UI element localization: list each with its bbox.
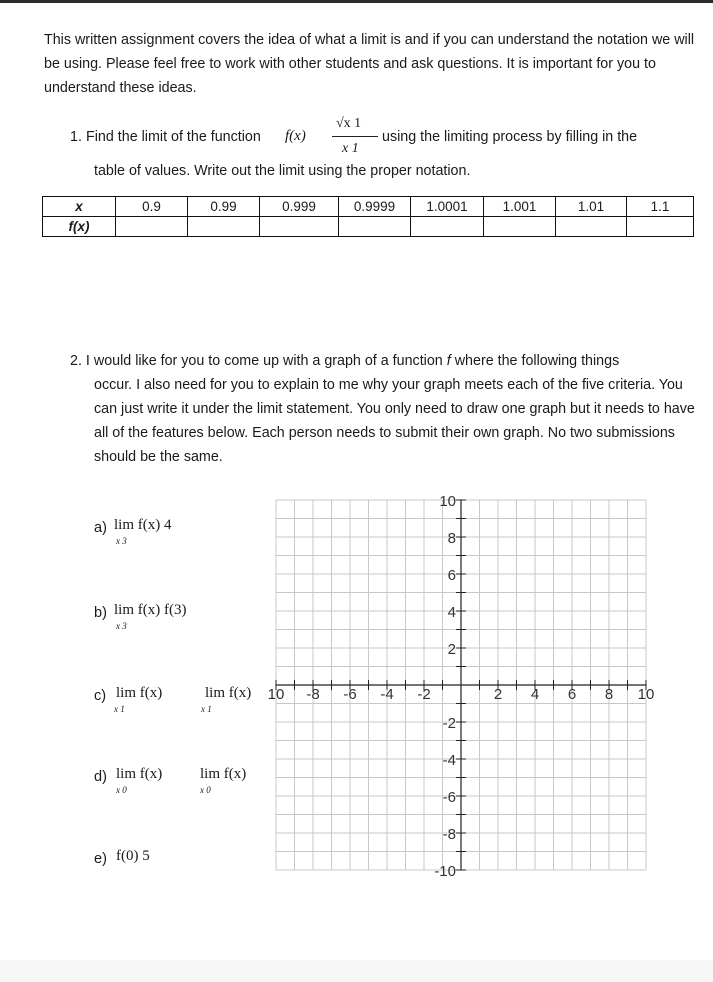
x-value-cell: 0.999: [260, 197, 339, 217]
x-tick-label: -2: [417, 686, 431, 703]
criterion-e-label: e): [94, 851, 107, 867]
x-tick-label: 6: [567, 686, 577, 703]
y-tick-label: -10: [434, 863, 456, 880]
q1-number: 1.: [70, 129, 82, 145]
x-tick-label: 8: [604, 686, 614, 703]
x-tick-label: 10: [637, 686, 655, 703]
criterion-d-right-subscript: x 0: [200, 785, 211, 795]
x-tick-label: -4: [380, 686, 394, 703]
x-tick-label: -8: [306, 686, 320, 703]
fx-empty-cell[interactable]: [116, 217, 188, 237]
y-tick-labels: [434, 493, 456, 880]
criterion-b-label: b): [94, 605, 107, 621]
fx-empty-cell[interactable]: [627, 217, 694, 237]
table-row-fx: [43, 217, 694, 237]
fx-empty-cell[interactable]: [260, 217, 339, 237]
y-tick-label: 2: [447, 641, 456, 658]
fx-empty-cell[interactable]: [188, 217, 260, 237]
x-value-cell: 0.99: [188, 197, 260, 217]
coordinate-grid[interactable]: [267, 492, 662, 880]
fx-empty-cell[interactable]: [411, 217, 484, 237]
criterion-b-subscript: x 3: [116, 621, 127, 631]
criterion-c-right-subscript: x 1: [201, 704, 212, 714]
q2-line1: I would like for you to come up with a graph of a function: [85, 353, 443, 369]
y-tick-label: 10: [439, 493, 456, 510]
x-tick-label: -6: [343, 686, 357, 703]
q1-line2: table of values. Write out the limit using the proper notation.: [94, 163, 471, 179]
criterion-d-label: d): [94, 769, 107, 785]
criterion-a-label: a): [94, 520, 107, 536]
x-value-cell: 1.1: [627, 197, 694, 217]
q1-fraction-numerator: √x 1: [336, 116, 362, 131]
intro-paragraph: This written assignment covers the idea of what a limit is and if you can understand the notation we will be using. Please feel free to work with other students and ask questions. It is important for you to understand these ideas.: [44, 32, 695, 96]
criterion-c-right-limit: lim f(x): [205, 685, 252, 701]
question-2: [70, 349, 698, 469]
q1-using-text: using the limiting process by filling in the: [382, 129, 638, 145]
y-tick-label: -6: [442, 789, 456, 806]
q1-function-lhs: f(x): [285, 128, 306, 144]
q2-number: 2.: [70, 353, 82, 369]
criterion-d-left-limit: lim f(x): [116, 766, 163, 782]
q2-body: occur. I also need for you to explain to me why your graph meets each of the five criteria. You can just write it under the limit statement. You only need to draw one graph but it needs to have all of the features below. Each person needs to submit their own graph. No two submissions should be the same.: [94, 377, 695, 465]
q1-find-text: Find the limit of the function: [86, 129, 261, 145]
q1-fraction-denominator: x 1: [342, 141, 359, 156]
x-tick-label: 4: [530, 686, 540, 703]
x-tick-label: 10: [267, 686, 285, 703]
criterion-a-expression: lim f(x) 4: [114, 517, 172, 533]
fx-empty-cell[interactable]: [556, 217, 627, 237]
x-header-cell: x: [43, 197, 116, 217]
q2-function-name: f: [446, 353, 451, 369]
x-value-cell: 1.01: [556, 197, 627, 217]
criterion-d-left-subscript: x 0: [116, 785, 127, 795]
page-bottom-edge: [0, 960, 713, 982]
criterion-c-label: c): [94, 688, 107, 704]
top-border: [0, 0, 713, 3]
y-tick-label: 8: [447, 530, 456, 547]
y-tick-label: -8: [442, 826, 456, 843]
fx-empty-cell[interactable]: [339, 217, 411, 237]
criterion-c-left-limit: lim f(x): [116, 685, 163, 701]
q2-first-line: [70, 349, 698, 373]
y-tick-label: -2: [442, 715, 456, 732]
q2-line1-end: where the following things: [454, 353, 620, 369]
x-tick-label: 2: [493, 686, 503, 703]
criterion-b-expression: lim f(x) f(3): [114, 602, 187, 618]
fx-header-cell: f(x): [43, 217, 116, 237]
x-value-cell: 0.9: [116, 197, 188, 217]
x-value-cell: 1.0001: [411, 197, 484, 217]
q1-fraction-bar: [332, 136, 378, 137]
y-tick-label: 6: [447, 567, 456, 584]
values-table: [42, 196, 694, 237]
criterion-a-subscript: x 3: [116, 536, 127, 546]
fx-empty-cell[interactable]: [484, 217, 556, 237]
x-value-cell: 0.9999: [339, 197, 411, 217]
x-value-cell: 1.001: [484, 197, 556, 217]
y-tick-label: 4: [447, 604, 456, 621]
criterion-d-right-limit: lim f(x): [200, 766, 247, 782]
table-row-x: [43, 197, 694, 217]
criterion-c-left-subscript: x 1: [114, 704, 125, 714]
criterion-e-expression: f(0) 5: [116, 848, 150, 864]
y-tick-label: -4: [442, 752, 456, 769]
